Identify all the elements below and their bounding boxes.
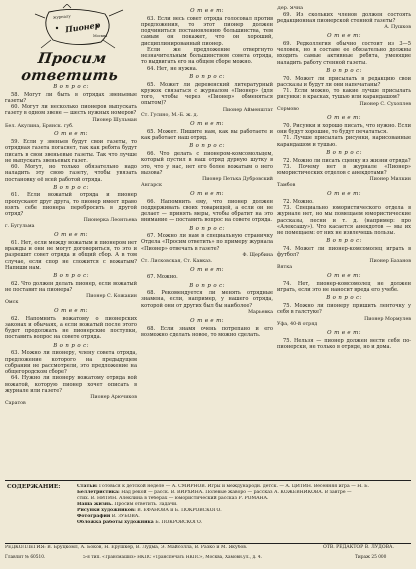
footer-circulation: Тираж 25 000	[355, 555, 387, 560]
contents-row-text: В. ЕФАНОВА и Б. ПОКРОВСКОГО.	[135, 507, 222, 513]
contents-row	[77, 520, 407, 526]
contents-row-text: стих. В. НИТИН. Алеклина в теберах — юмористический рассказ Р. РОМАНА.	[77, 495, 269, 501]
paragraph: 71. Лучше присылать рисунки, нарисованные карандашом и тушью.	[277, 135, 411, 148]
paragraph: 70. Может ли присылать в редакцию свои рассказы и будут ли они напечатаны?	[277, 75, 411, 88]
signature: Пионерка Леонтьева	[83, 218, 137, 224]
answer-heading: О т в е т:	[190, 190, 224, 197]
paragraph: 72. Можно.	[283, 198, 314, 205]
contents-row-text: Готовься к детской неделе — А. СМИРНОВ. Игры и международн. детск. — А. ЦИТИН. Весенняя игра — Н. Б.	[97, 484, 370, 489]
paragraph: 60. Могут ли несколько пионеров выпускать газету в одном звене — шесть нужных номеров?	[5, 104, 137, 117]
paragraph: 69. Из скольких членов должен состоять редакционная пионерской стенной газеты?	[277, 11, 411, 25]
logo-small-text-top: журналу	[52, 13, 71, 20]
location-line: Ст. Лисковская, Ст. Кавказ.	[141, 258, 213, 264]
answer-heading: О т в е т:	[54, 131, 88, 138]
location-line: Саратов	[5, 400, 26, 406]
signature: А. Пушков	[384, 25, 411, 31]
paragraph: 60. Могут, но только обязательно надо наладить эту свою газету, чтобы увязать постановку её всей работой отряда.	[5, 164, 137, 183]
paragraph: 70. Рисунки и хорошо писать, что нужно. Если они будут хорошие, то будут печататься.	[277, 122, 411, 136]
signature: Ф. Щербина	[242, 252, 273, 258]
location-line: Сормово	[277, 107, 299, 113]
contents-title: СОДЕРЖАНИЕ:	[7, 484, 61, 490]
paragraph: 62. Что должен делать пионер, если вожатый не поставит на пионера?	[5, 280, 137, 294]
paragraph: 69. Редколлегия обычно состоит из 3—5 человек, но в составе ее обязательно должны входить самые активные ребята, умеющие наладить работу стенной газеты.	[277, 40, 411, 66]
location-line: Вятка	[277, 265, 293, 271]
editorial-board: РЕДКОЛЛЕГИЯ: В. Бруцкомл, А. Боков, Н. Ерушкер, В. Лудма, Э. Майсолла, В. Разко и М. Якубов.	[5, 545, 248, 550]
location-line: Тамбов	[277, 183, 296, 189]
answer-heading: О т в е т:	[327, 273, 361, 280]
paragraph: Если же предложение отвергнуто незначительным большинством совета отряда, то выдвигать его на общем сборе можно.	[141, 46, 273, 66]
location-line: Ангарск	[141, 182, 162, 188]
answer-heading: О т в е т:	[190, 266, 224, 273]
signature: Пионер Петька Дубровский	[202, 177, 273, 183]
paragraph: 74. Может ли пионер-комсомолец играть в футбол?	[277, 245, 411, 259]
text-column-3	[277, 6, 411, 478]
contents-row-label: Статьи:	[77, 484, 98, 489]
question-heading: В о п р о с:	[53, 273, 89, 280]
paragraph: 65. Может ли деревенский литературный кружок связаться с журналом «Пионер» (для того, чтобы через «Пионер» обменяться опытом)?	[141, 81, 273, 107]
question-heading: В о п р о с:	[189, 143, 225, 150]
contents-row-text: Б. ПОКРОВСКОГО.	[153, 519, 203, 525]
paragraph: 73. Специально юмористического отдела в журнале нет, но мы помещаем юмористические рассказы, песни и т. д. (например: про «Алексашу»). Что касается анекдотов — мы их не помещаем: от них не извлечешь пользы.	[277, 205, 411, 237]
question-heading: В о п р о с:	[53, 184, 89, 191]
location-line: Дер. Ячна	[277, 6, 303, 11]
answer-heading: О т в е т:	[327, 115, 361, 122]
contents-row-label: Фотографии	[77, 513, 111, 519]
logo-word: Пионер	[64, 19, 101, 35]
paragraph: 75. Можно ли пионеру пришить ленточку у себя в галстуке?	[277, 303, 411, 316]
paragraph: 66. Напомнить ему, что пионер должен поддерживать своих товарищей, а если он не делает — принять меры, чтобы обратит на это внимание — поставить вопрос на совете отряда.	[141, 198, 273, 224]
paragraph: 65. Может. Пишите нам, как вы работаете и как работает наш отряд.	[141, 128, 273, 142]
paragraph: 62. Напомнить вожатому о пионерских законах и обычаях, а если вожатый после этого будет продолжать не пионерские поступки, поставить вопрос на совете отряда.	[5, 315, 137, 341]
location-line: Уфа, 40-й отряд	[277, 322, 318, 328]
contents-row-label: Рисунки художников:	[77, 507, 136, 513]
answer-heading: О т в е т:	[327, 33, 361, 40]
paragraph: 63. Можно ли пионеру, члену совета отряда, предложение которого на предыдущем собрании не рассмотрели, это предложение на общегородском сборе?	[5, 350, 137, 376]
contents-row-text: В. ЗУБОВА.	[110, 513, 140, 519]
question-heading: В о п р о с:	[326, 295, 362, 302]
paragraph: 72. Можно ли писать сценку из жизни отряда?	[283, 157, 411, 164]
signature: Пионер Мормулев	[364, 316, 411, 322]
paragraph: 63. Если весь совет отряда голосовал против предложения, то этот пионер должен подчиниться постановлению большинства, тем самым он покажет, что он хороший, дисциплинированный пионер.	[141, 15, 273, 47]
paragraph: 71. Если можно, то какие лучше присылать рисунки: в красках, тушью или карандашом?	[277, 88, 411, 101]
question-heading: В о п р о с:	[53, 342, 89, 349]
paragraph: 61. Если вожатый отряда и пионер пропускают друг друга, то пионер имеет право взять себе пионера перебросить в другой отряд?	[5, 192, 137, 218]
answer-heading: О т в е т:	[190, 8, 224, 14]
answer-heading: О т в е т:	[54, 232, 88, 239]
contents-row-text: Над рекой — расск. В. ВИРХИНА. Полевые жаворо — рассказ А. КОЖЕВНИКОВА. В завтре —	[119, 489, 352, 495]
footer-printer: 5-я тип. «Трансмашиз» НКПС «Транспечать НКПС», Москва, Хамовн.ул., д. 4.	[83, 555, 263, 560]
paragraph: 58. Могут ли быть в отрядах звеньевые газеты?	[5, 91, 137, 104]
answer-heading: О т в е т:	[190, 121, 224, 128]
text-column-1	[5, 82, 137, 477]
answer-heading: О т в е т:	[327, 330, 361, 337]
question-heading: В о п р о с:	[326, 149, 362, 156]
paragraph: 68. Рекомендуется ли менять отрядные знамена, если, например, у нашего отряда, которой они от других был бы наиболее?	[141, 290, 273, 309]
question-heading: В о п р о с:	[189, 225, 225, 232]
answer-heading: О т в е т:	[190, 317, 224, 324]
contents-row-label: Обложка работы художника	[77, 519, 154, 525]
editor-in-chief: ОТВ. РЕДАКТОР В. ЛУДОВА.	[323, 545, 394, 550]
question-heading: В о п р о с:	[189, 73, 225, 80]
question-heading: В о п р о с:	[326, 67, 362, 74]
paragraph: 67. Можно ли нам в специальную страничку Отдела «Просим ответить» по примеру журнала «Пионер» отвечать в газете?	[141, 233, 273, 252]
answer-heading: О т в е т:	[327, 191, 361, 198]
location-line: г. Бугульма	[5, 224, 35, 230]
answer-heading: О т в е т:	[54, 308, 88, 315]
question-heading: В о п р о с:	[53, 84, 89, 90]
contents-rows	[77, 484, 407, 526]
footer-license: Главлит № 60510.	[5, 555, 46, 560]
signature: Пионер Милкин	[369, 177, 411, 183]
contents-row-label: Наша жизнь.	[77, 501, 113, 507]
paragraph: 66. Что делать с пионером-комсомольцем, который пустил в наш отряд дурную шутку в это, что у нас, нет его более вожатым о него вызова?	[141, 151, 273, 176]
contents-row-label: Беллетристика:	[77, 489, 120, 495]
paragraph: 67. Можно.	[147, 274, 178, 281]
contents-box	[5, 480, 411, 544]
paragraph: 75. Нельзя — пионер должен вести себя по-пионерски, не только в отряде, но и дома.	[277, 337, 411, 351]
question-heading: В о п р о с:	[326, 238, 362, 245]
paragraph: 68. Если знамя очень потрепано и его возможно сделать новое, то можно сделать.	[141, 325, 273, 338]
signature: Пионер Шульман	[92, 117, 137, 123]
location-line: Омск	[5, 300, 19, 306]
paragraph: 73. Почему нет в журнале «Пионер» юмористических отделов с анекдотами?	[277, 163, 411, 177]
paragraph: 59. Если у звеньев будут свои газеты, то отрядная газета погаснет, так как ребята будут писать в свои звеньевые газеты. Так что лучше не выпускать звеньевых газет.	[5, 139, 137, 164]
signature: Пионер С. Сухоплев	[359, 101, 411, 107]
signature: Пионер Арючиков	[90, 395, 137, 401]
signature: Пионер Айменштат	[222, 107, 273, 113]
signature: Пионер Базанов	[369, 259, 411, 265]
paragraph: 74. Нет, пионер-комсомолец не должен играть, если это не наносит вреда его учебе.	[277, 280, 411, 294]
page-title: Просим ответить	[20, 50, 120, 84]
question-heading: В о п р о с:	[189, 282, 225, 289]
paragraph: 64. Нет, не нужна.	[147, 65, 198, 72]
signature: Пионер С. Кожакин	[86, 294, 137, 300]
location-line: Бел. Акулина, Брянск. губ.	[5, 123, 74, 129]
text-column-2	[141, 6, 273, 478]
section-header	[5, 4, 137, 84]
paragraph: 61. Нет, если между вожатым и пионером нет вражды и они не могут договориться, то это и разрешит совет отряда и общий сбор. А в том случае, если спор не сложится с вожатым? Напиши нам.	[5, 239, 137, 271]
signature: Марьевка	[248, 309, 273, 315]
logo-small-text-bottom: Москва	[93, 34, 108, 38]
paragraph: 64. Нужно ли пионеру вожатому отряда вой вожатой, которую пионер хочет описать в журнале или газете?	[5, 375, 137, 394]
location-line: Ст. Гусино, М.-Б. ж. д.	[141, 113, 198, 119]
contents-row-text: Просим ответить. Задачи.	[112, 501, 178, 507]
